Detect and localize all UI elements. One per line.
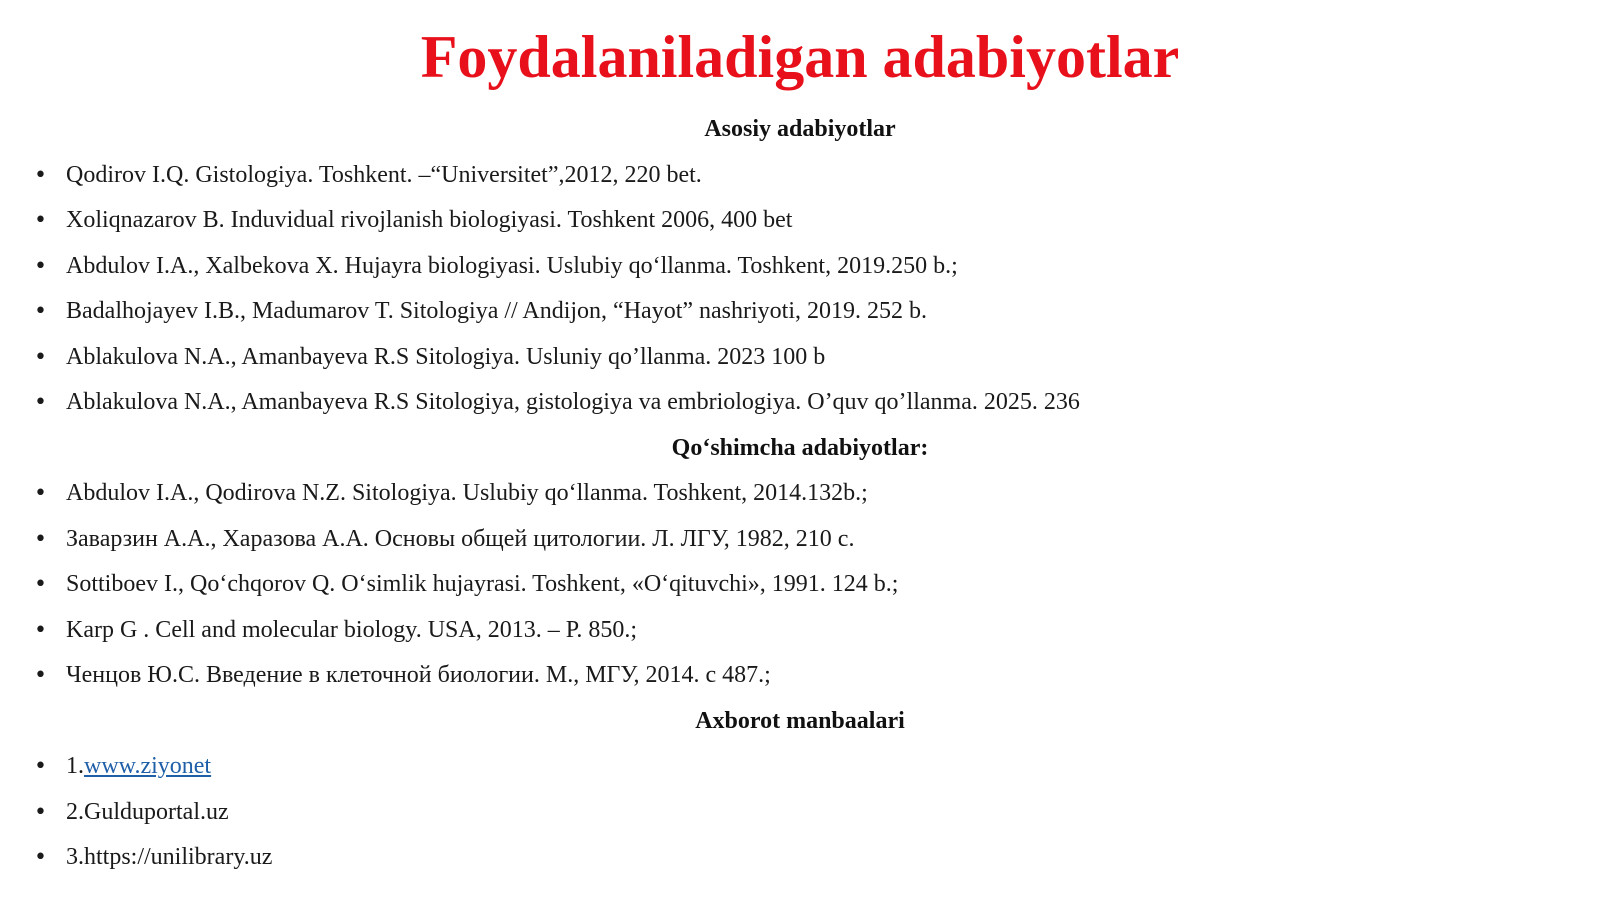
bullet-icon: • <box>34 845 47 870</box>
bullet-icon: • <box>34 617 47 643</box>
info-sources-list <box>0 744 1600 881</box>
list-item <box>0 790 1600 836</box>
list-item: • Karp G . Cell and molecular biology. USA, 2013. – P. 850.; <box>0 608 1600 654</box>
bullet-icon: • <box>34 208 47 233</box>
list-item <box>0 835 1600 881</box>
list-item: • Abdulov I.A., Qodirova N.Z. Sitologiya. Uslubiy qo‘llanma. Toshkent, 2014.132b.; <box>0 471 1600 517</box>
list-item: • Ablakulova N.A., Amanbayeva R.S Sitologiya, gistologiya va embriologiya. O’quv qo’llanma. 2025. 236 <box>0 380 1600 426</box>
list-item: • Ablakulova N.A., Amanbayeva R.S Sitologiya. Usluniy qo’llanma. 2023 100 b <box>0 335 1600 381</box>
list-item: • Qodirov I.Q. Gistologiya. Toshkent. –“Universitet”,2012, 220 bet. <box>0 153 1600 199</box>
bullet-icon: • <box>34 663 47 688</box>
main-literature-heading: Asosiy adabiyotlar <box>704 116 896 142</box>
bullet-icon: • <box>34 481 47 506</box>
additional-literature-heading: Qo‘shimcha adabiyotlar: <box>671 434 929 461</box>
references-content <box>0 107 1600 881</box>
bullet-icon: • <box>34 799 47 825</box>
list-item: • Abdulov I.A., Xalbekova X. Hujayra biologiyasi. Uslubiy qo‘llanma. Toshkent, 2019.250 b.; <box>0 244 1600 290</box>
ziyonet-link[interactable]: www.ziyonet <box>84 753 212 779</box>
list-item: • Ченцов Ю.С. Введение в клеточной биологии. М., МГУ, 2014. с 487.; <box>0 653 1600 699</box>
list-item <box>0 744 1600 790</box>
additional-literature-list <box>0 471 1600 699</box>
bullet-icon: • <box>34 526 47 552</box>
bullet-icon: • <box>34 162 47 188</box>
main-literature-list <box>0 153 1600 426</box>
list-item: • Badalhojayev I.B., Madumarov T. Sitologiya // Andijon, “Hayot” nashriyoti, 2019. 252 b. <box>0 289 1600 335</box>
list-item: • Заварзин А.А., Харазова А.А. Основы общей цитологии. Л. ЛГУ, 1982, 210 с. <box>0 517 1600 563</box>
list-item: • Xoliqnazarov B. Induvidual rivojlanish biologiyasi. Toshkent 2006, 400 bet <box>0 198 1600 244</box>
source-text: 2.Gulduportal.uz <box>66 798 229 825</box>
source-prefix: 1. <box>66 753 84 779</box>
page-title: Foydalaniladigan adabiyotlar <box>420 24 1180 90</box>
bullet-icon: • <box>34 572 47 597</box>
bullet-icon: • <box>34 253 47 279</box>
bullet-icon: • <box>34 299 47 324</box>
info-sources-heading: Axborot manbaalari <box>695 707 905 734</box>
source-text: 3.https://unilibrary.uz <box>66 844 273 870</box>
bullet-icon: • <box>34 390 47 415</box>
bullet-icon: • <box>34 754 47 779</box>
list-item: • Sottiboev I., Qo‘chqorov Q. O‘simlik hujayrasi. Toshkent, «O‘qituvchi», 1991. 124 b.; <box>0 562 1600 608</box>
bullet-icon: • <box>34 344 47 370</box>
